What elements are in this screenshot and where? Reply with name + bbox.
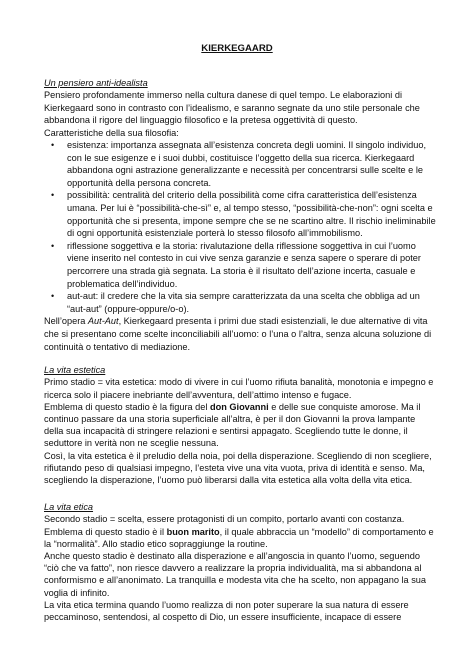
intro-paragraph: Pensiero profondamente immerso nella cultura danese di quel tempo. Le elaborazioni di Kierkegaard sono in contrasto con l’idealismo, e saranno segnate da uno stile personale che abbandona il rigore del linguaggio filosofico e la pretesa oggettività di questo. bbox=[44, 90, 420, 126]
paragraph: Così, la vita estetica è il preludio della noia, poi della disperazione. Scegliendo di non scegliere, rifiutando peso di qualsiasi impegno, l’esteta vive una vita vuota, priva di identità e senso. Ma, scegliendo la disperazione, l’uomo può liberarsi dalla vita estetica alla volta della vita etica. bbox=[44, 450, 432, 486]
emphasis: don Giovanni bbox=[209, 401, 269, 412]
section-heading: La vita etica bbox=[44, 502, 94, 512]
list-item: • aut-aut: il credere che la vita sia sempre caratterizzata da una scelta che obbliga ad un “aut-aut” (oppure-oppure/o-o). bbox=[51, 291, 420, 314]
section-aesthetic-life bbox=[44, 364, 436, 486]
paragraph: La vita etica termina quando l’uomo realizza di non poter superare la sua natura di essere peccaminoso, sentendosi, al cospetto di Dio, un essere insufficiente, incapace di essere bbox=[44, 599, 409, 623]
document-title: KIERKEGAARD bbox=[201, 43, 273, 54]
list-item: • esistenza: importanza assegnata all’esistenza concreta degli uomini. Il singolo individuo, con le sue esigenze e i suoi dubbi, costituisce l’oggetto della sua ricerca. Kierkegaard abbandona ogni astrazione generalizzante e necessità per concentrarsi sulle scelte e le opportunità della persona concreta. bbox=[51, 140, 427, 188]
emphasis: buon marito bbox=[166, 526, 220, 537]
bullet-icon: • bbox=[51, 240, 55, 251]
section-ethical-life bbox=[44, 501, 436, 623]
paragraph: Anche questo stadio è destinato alla disperazione e all’angoscia in quanto l’uomo, seguendo “ciò che va fatto”, non riesce davvero a realizzare la propria individualità, ma si abbandona al conformismo e all’anonimato. La tranquilla e modesta vita che ha scelto, non appagano la sua voglia di infinito. bbox=[44, 551, 427, 598]
section-heading: Un pensiero anti-idealista bbox=[44, 78, 148, 88]
work-title: Aut-Aut bbox=[87, 316, 119, 327]
section-heading: La vita estetica bbox=[44, 365, 106, 375]
bullet-icon: • bbox=[51, 190, 55, 201]
aut-aut-paragraph: Nell’opera Aut-Aut, Kierkegaard presenta i primi due stadi esistenziali, le due alternative di vita che si presentano come scelte inconciliabili all’uomo: o l’una o l’altra, senza alcuna soluzione di continuità o tentativo di mediazione. bbox=[44, 316, 432, 352]
paragraph: Primo stadio = vita estetica: modo di vivere in cui l’uomo rifiuta banalità, monotonia e impegno e ricerca solo il piacere inebriante dell’avventura, dell’attimo intenso e fugace. bbox=[44, 377, 434, 400]
list-item: • riflessione soggettiva e la storia: rivalutazione della riflessione soggettiva in cui l’uomo viene inserito nel contesto in cui vive senza garanzie e senza sapere o sperare di poter percorrere una strada già segnata. La storia è il risultato dell’azione incerta, casuale e problematica dell’individuo. bbox=[51, 240, 421, 289]
bullet-icon: • bbox=[51, 291, 55, 302]
paragraph: Emblema di questo stadio è il buon marito, il quale abbraccia un “modello” di comportamento e la “normalità”. Allo stadio etico sopraggiunge la routine. bbox=[44, 526, 434, 549]
bullet-icon: • bbox=[51, 140, 55, 151]
paragraph: Emblema di questo stadio è la figura del don Giovanni e delle sue conquiste amorose. Ma il continuo passare da una storia superficiale all’altra, è per il don Giovanni la prova lampante della sua incapacità di stringere relazioni e sentirsi appagato. Scegliendo tutte le donne, il seduttore in verità non ne sceglie nessuna. bbox=[44, 401, 421, 449]
list-item: • possibilità: centralità del criterio della possibilità come cifra caratteristica dell’esistenza umana. Per lui è “possibilità-che-sì” e, al tempo stesso, “possibilità-che-non”: ogni scelta e opportunità che si presenta, impone sempre che se ne scartino altre. Il rischio ineliminabile di ogni opportunità esistenziale porterà lo stesso filosofo all’immobilismo. bbox=[51, 190, 436, 239]
section-anti-idealism bbox=[44, 77, 436, 353]
characteristics-list bbox=[44, 139, 436, 315]
characteristics-label: Caratteristiche della sua filosofia: bbox=[44, 127, 179, 138]
paragraph: Secondo stadio = scelta, essere protagonisti di un compito, portarlo avanti con costanza. bbox=[44, 514, 405, 525]
